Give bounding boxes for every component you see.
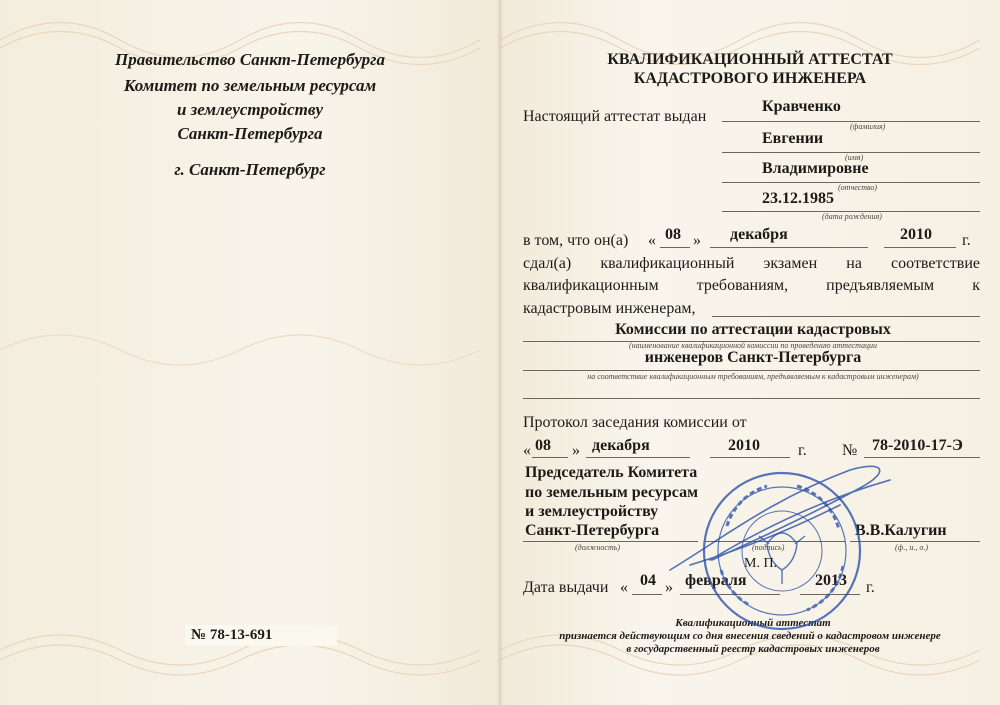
commission-line1: Комиссии по аттестации кадастровых [615, 321, 891, 338]
protocol-number-sign: № [842, 442, 858, 459]
ornament-mid-left [0, 320, 500, 380]
holder-birth-date-caption: (дата рождения) [822, 212, 882, 221]
protocol-label: Протокол заседания комиссии от [523, 414, 747, 431]
exam-text-line1: сдал(а) квалификационный экзамен на соответствие [523, 255, 980, 272]
exam-month-line [710, 247, 868, 248]
chairman-line3: и землеустройству [525, 503, 659, 520]
certificate-number: № 78-13-691 [185, 625, 337, 646]
commission-line2: инженеров Санкт-Петербурга [644, 349, 862, 366]
title-line2: КАДАСТРОВОГО ИНЖЕНЕРА [633, 70, 867, 87]
issuer-government: Правительство Санкт-Петербурга [115, 50, 385, 69]
exam-text-line3-rule [712, 316, 980, 317]
protocol-day-line [532, 457, 568, 458]
title-line1: КВАЛИФИКАЦИОННЫЙ АТТЕСТАТ [607, 51, 893, 68]
chairman-signature-caption: (подпись) [752, 543, 785, 552]
holder-patronymic-caption: (отчество) [838, 183, 878, 192]
exam-year-line [884, 247, 956, 248]
issued-to-label: Настоящий аттестат выдан [523, 108, 707, 125]
issue-quote-open: « [620, 579, 628, 596]
chairman-line4: Санкт-Петербурга [525, 522, 660, 539]
exam-year-suffix: г. [962, 232, 971, 249]
issuer-city: г. Санкт-Петербург [174, 160, 326, 179]
holder-birth-date: 23.12.1985 [762, 190, 834, 207]
commission-blank-rule [523, 398, 980, 399]
commission-caption2: на соответствие квалификационным требованиям, предъявляемым к кадастровым инженерам) [587, 372, 919, 381]
exam-month: декабря [730, 226, 788, 243]
footer-line2: признается действующим со дня внесения сведений о кадастровом инженере [559, 630, 941, 642]
exam-quote-open: « [648, 232, 656, 249]
page-fold [497, 0, 503, 705]
protocol-number-line [864, 457, 980, 458]
protocol-year: 2010 [728, 437, 760, 454]
issue-quote-close: » [665, 579, 673, 596]
issuer-committee-line2: и землеустройству [176, 100, 324, 119]
chairman-name: В.В.Калугин [855, 522, 947, 539]
protocol-month: декабря [592, 437, 650, 454]
chairman-position-caption: (должность) [575, 543, 621, 552]
holder-patronymic: Владимировне [762, 160, 869, 177]
issue-day-line [632, 594, 662, 595]
protocol-year-suffix: г. [798, 442, 807, 459]
protocol-year-line [710, 457, 790, 458]
chairman-line1: Председатель Комитета [525, 464, 698, 481]
exam-day-line [660, 247, 690, 248]
protocol-number: 78-2010-17-Э [872, 437, 963, 454]
footer-line1: Квалификационный аттестат [675, 617, 831, 629]
commission-caption1: (наименование квалификационной комиссии по проведению аттестации [629, 341, 877, 350]
issue-year-suffix: г. [866, 579, 875, 596]
chairman-line2: по земельным ресурсам [525, 484, 698, 501]
protocol-quote-close: » [572, 442, 580, 459]
exam-day: 08 [665, 226, 681, 243]
issue-month: февраля [685, 572, 747, 589]
holder-name: Евгении [762, 130, 824, 147]
commission-line2-rule [523, 370, 980, 371]
issue-label: Дата выдачи [523, 579, 609, 596]
signature-icon [650, 460, 900, 580]
exam-quote-close: » [693, 232, 701, 249]
exam-year: 2010 [900, 226, 932, 243]
exam-text-line3: кадастровым инженерам, [523, 300, 696, 317]
protocol-quote-open: « [523, 442, 531, 459]
exam-text-line2: квалификационным требованиям, предъявляемым к [523, 277, 980, 294]
exam-intro: в том, что он(а) [523, 232, 629, 249]
protocol-day: 08 [535, 437, 551, 454]
issuer-committee-line3: Санкт-Петербурга [177, 124, 323, 143]
issue-day: 04 [640, 572, 656, 589]
holder-name-caption: (имя) [845, 153, 864, 162]
issuer-committee-line1: Комитет по земельным ресурсам [123, 76, 377, 95]
chairman-name-caption: (ф., и., о.) [895, 543, 929, 552]
holder-surname-caption: (фамилия) [850, 122, 886, 131]
seal-place: М. П. [744, 556, 778, 571]
issue-year: 2013 [815, 572, 847, 589]
protocol-month-line [586, 457, 690, 458]
holder-surname: Кравченко [762, 98, 841, 115]
footer-line3: в государственный реестр кадастровых инженеров [626, 643, 880, 655]
